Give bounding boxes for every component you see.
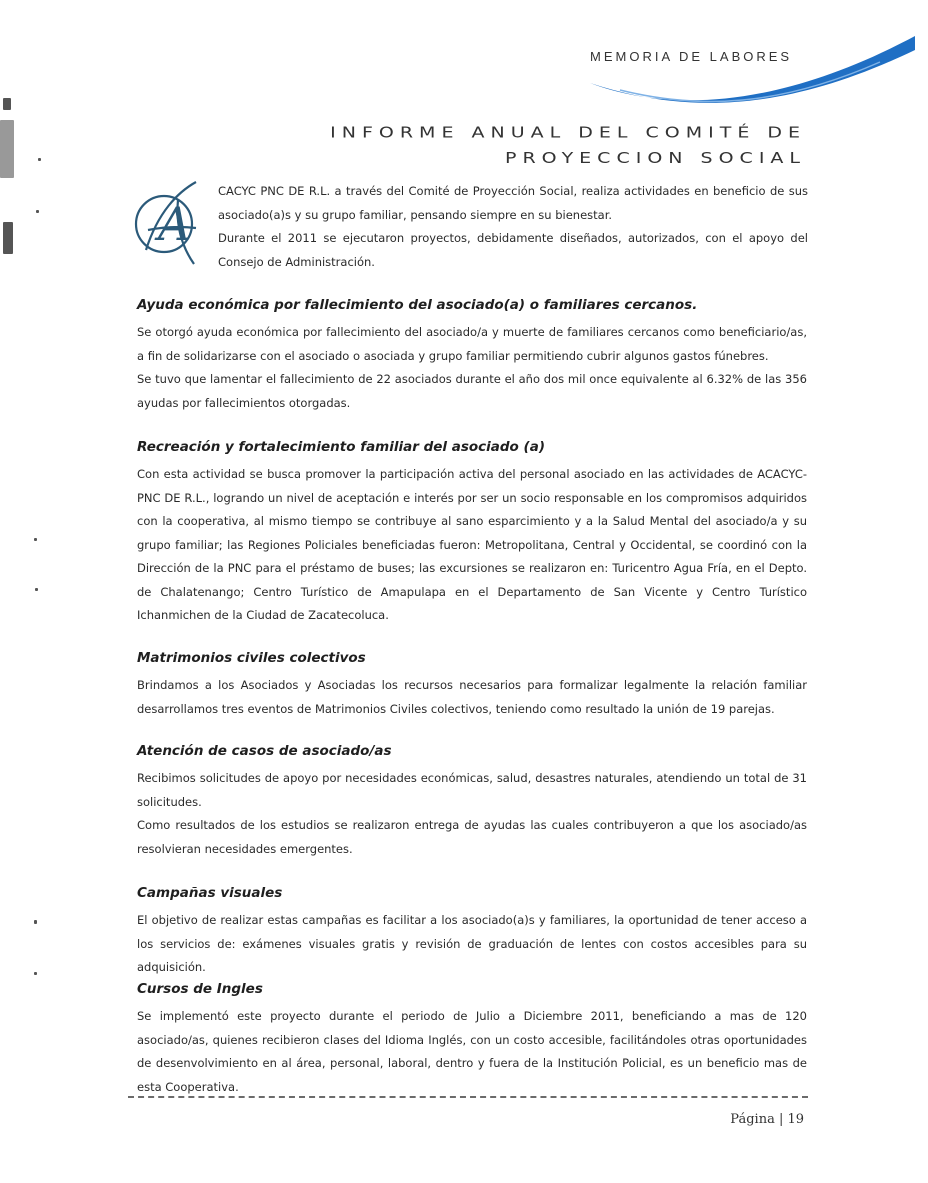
scan-artifact xyxy=(34,972,37,975)
section-campanas xyxy=(137,885,807,980)
section-atencion xyxy=(137,743,807,861)
intro-block xyxy=(218,180,808,274)
title-line-2: PROYECCION SOCIAL xyxy=(505,149,806,168)
section-matrimonios xyxy=(137,650,807,721)
scan-artifact xyxy=(35,588,38,591)
scan-artifact xyxy=(0,120,14,178)
footer-divider xyxy=(128,1096,808,1098)
section-heading: Recreación y fortalecimiento familiar del asociado (a) xyxy=(137,439,545,455)
section-paragraph: Se otorgó ayuda económica por fallecimiento del asociado/a y muerte de familiares cercanos como beneficiario/as, a fin de solidarizarse con el asociado o asociada y grupo familiar permitiendo cubrir algunos gastos fúnebres. xyxy=(137,325,807,363)
section-paragraph: Recibimos solicitudes de apoyo por necesidades económicas, salud, desastres naturales, atendiendo un total de 31 solicitudes. xyxy=(137,771,807,809)
scan-artifact xyxy=(38,158,41,161)
intro-paragraph: Durante el 2011 se ejecutaron proyectos, debidamente diseñados, autorizados, con el apoyo del Consejo de Administración. xyxy=(218,231,808,269)
running-header: MEMORIA DE LABORES xyxy=(590,49,793,64)
section-heading: Cursos de Ingles xyxy=(137,981,263,997)
scan-artifact xyxy=(34,920,37,924)
title-line-1: INFORME ANUAL DEL COMITÉ DE xyxy=(330,124,806,142)
scan-artifact xyxy=(34,538,37,541)
section-paragraph: Con esta actividad se busca promover la participación activa del personal asociado en las actividades de ACACYC-PNC DE R.L., logrando un nivel de aceptación e interés por ser un socio responsable en los compromisos adquiridos con la cooperativa, al mismo tiempo se contribuye al sano esparcimiento y a la Salud Mental del asociado/a y su grupo familiar; las Regiones Policiales beneficiadas fueron: Metropolitana, Central y Occidental, se coordinó con la Dirección de la PNC para el préstamo de buses; las excursiones se realizaron en: Turicentro Agua Fría, en el Depto. de Chalatenango; Centro Turístico de Amapulapa en el Departamento de San Vicente y Centro Turístico Ichanmichen de la Ciudad de Zacatecoluca. xyxy=(137,467,807,622)
header-swoosh-graphic xyxy=(580,28,920,108)
section-paragraph: El objetivo de realizar estas campañas es facilitar a los asociado(a)s y familiares, la oportunidad de tener acceso a los servicios de: exámenes visuales gratis y revisión de graduación de lentes con costos accesibles para su adquisición. xyxy=(137,913,807,974)
section-paragraph: Se implementó este proyecto durante el periodo de Julio a Diciembre 2011, beneficiando a mas de 120 asociado/as, quienes recibieron clases del Idioma Inglés, con un costo accesible, facilitándoles otras oportunidades de desenvolvimiento en al área, personal, laboral, dentro y fuera de la Institución Policial, es un beneficio mas de esta Cooperativa. xyxy=(137,1009,807,1094)
section-paragraph: Brindamos a los Asociados y Asociadas los recursos necesarios para formalizar legalmente la relación familiar desarrollamos tres eventos de Matrimonios Civiles colectivos, teniendo como resultado la unión de 19 parejas. xyxy=(137,678,807,716)
section-paragraph: Se tuvo que lamentar el fallecimiento de 22 asociados durante el año dos mil once equivalente al 6.32% de las 356 ayudas por fallecimientos otorgadas. xyxy=(137,372,807,410)
section-recreacion xyxy=(137,439,807,628)
section-heading: Ayuda económica por fallecimiento del asociado(a) o familiares cercanos. xyxy=(137,297,698,313)
section-heading: Campañas visuales xyxy=(137,885,283,901)
scan-artifact xyxy=(3,98,11,110)
section-heading: Atención de casos de asociado/as xyxy=(137,743,392,759)
section-heading: Matrimonios civiles colectivos xyxy=(137,650,366,666)
section-fallecimiento xyxy=(137,297,807,415)
section-cursos xyxy=(137,981,807,1099)
page-number: Página | 19 xyxy=(730,1112,804,1127)
section-paragraph: Como resultados de los estudios se realizaron entrega de ayudas las cuales contribuyeron a que los asociado/as resolvieran necesidades emergentes. xyxy=(137,818,807,856)
scan-artifact xyxy=(3,222,13,254)
dropcap-ornament xyxy=(118,172,218,272)
scan-artifact xyxy=(36,210,39,213)
intro-paragraph: CACYC PNC DE R.L. a través del Comité de Proyección Social, realiza actividades en beneficio de sus asociado(a)s y su grupo familiar, pensando siempre en su bienestar. xyxy=(218,184,808,222)
page-title xyxy=(286,120,806,171)
dropcap-letter: A xyxy=(158,197,192,251)
